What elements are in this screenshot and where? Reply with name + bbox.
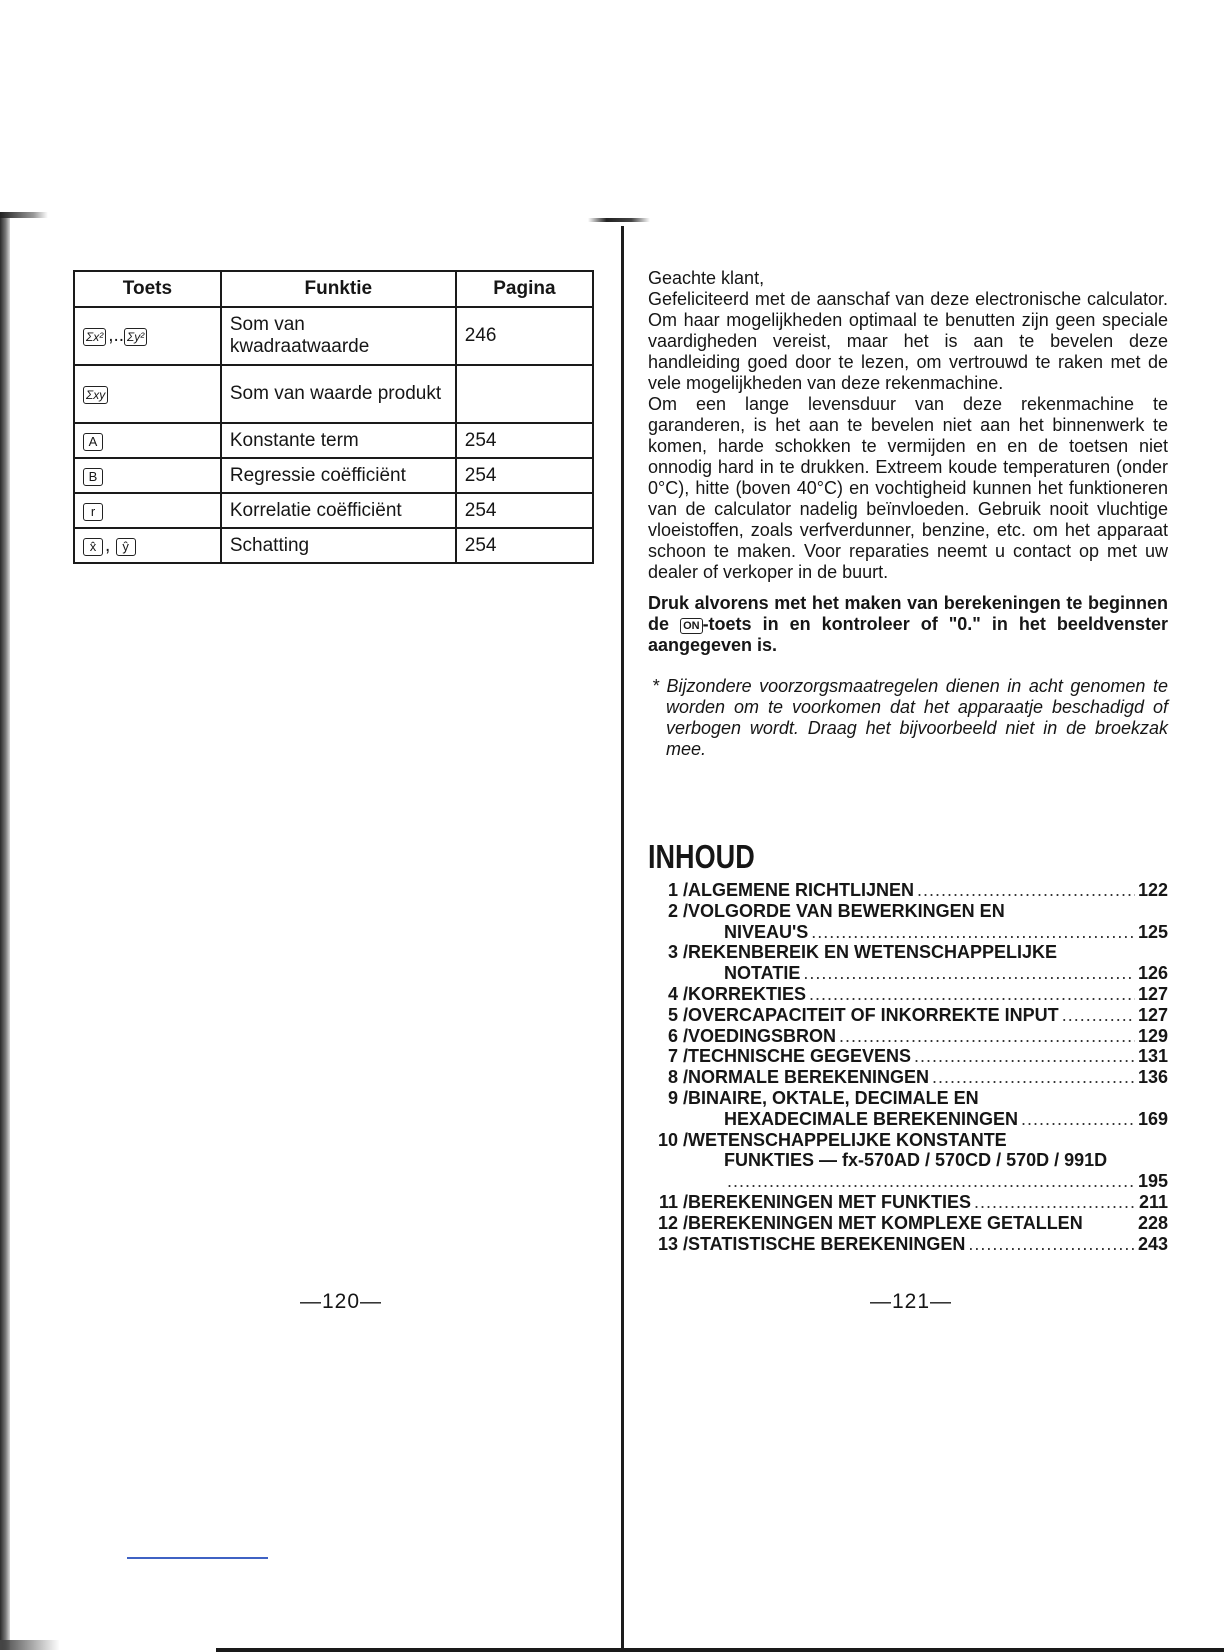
table-row — [74, 493, 593, 528]
sum-x-squared-key: Σx² — [83, 328, 106, 346]
toc-title: NORMALE BEREKENINGEN — [688, 1067, 930, 1088]
care-paragraph: Om een lange levensduur van deze rekenmachine te garanderen, is het aan te bevelen niet aan het binnenwerk te komen, harde schokken te vermijden en en de toetsen niet onnodig hard in te drukken. Extreem koude temperaturen (onder 0°C), hitte (boven 40°C) en vochtigheid kunnen het funktioneren van de calculator nadelig beïnvloeden. Gebruik nooit vluchtige vloeistoffen, zoals verfverdunner, benzine, etc. om het apparaat schoon te maken. Voor reparaties neemt u contact op met uw dealer of verkoper in de buurt. — [648, 394, 1168, 582]
toc-title: BINAIRE, OKTALE, DECIMALE EN — [688, 1087, 979, 1108]
toc-entry — [648, 1088, 1168, 1109]
toc-leader — [1062, 1005, 1135, 1026]
toc-title: REKENBEREIK EN WETENSCHAPPELIJKE — [688, 942, 1058, 963]
intro-text — [648, 268, 1168, 760]
right-page-number: —121— — [870, 1290, 953, 1313]
toc-title: NIVEAU'S — [724, 921, 809, 942]
function-cell: Konstante term — [221, 423, 456, 458]
header-keys: Toets — [74, 271, 221, 307]
toc-leader — [932, 1067, 1135, 1088]
toc-number: 5 / — [667, 1004, 688, 1025]
startup-instruction — [648, 593, 1168, 656]
sum-y-squared-key: Σy² — [124, 328, 147, 346]
toc-title: NOTATIE — [724, 963, 801, 984]
toc-number: 1 / — [667, 880, 688, 900]
key-cell — [74, 307, 221, 365]
toc-entry — [648, 1130, 1168, 1151]
x-hat-key: x̂ — [83, 538, 103, 556]
toc-entry-continuation — [648, 1150, 1168, 1171]
toc-entry — [648, 984, 1168, 1005]
toc-entry — [648, 1026, 1168, 1047]
toc-page: 195 — [1137, 1171, 1168, 1192]
toc-title: ALGEMENE RICHTLIJNEN — [688, 880, 915, 900]
toc-title: FUNKTIES — fx-570AD / 570CD / 570D / 991D — [724, 1150, 1108, 1171]
page-cell: 254 — [456, 528, 593, 563]
toc-entry-continuation — [648, 963, 1168, 984]
toc-entry — [648, 901, 1168, 922]
on-key: ON — [680, 618, 703, 634]
instruction-before: Druk alvorens met het maken van berekeningen te beginnen de — [648, 593, 1168, 634]
toc-number: 11 / — [658, 1191, 688, 1212]
key-cell — [74, 458, 221, 493]
toc-title: HEXADECIMALE BEREKENINGEN — [724, 1108, 1019, 1129]
toc-page: 127 — [1137, 983, 1168, 1004]
toc-number: 2 / — [667, 900, 688, 921]
key-function-table — [73, 270, 594, 564]
toc-page: 131 — [1137, 1046, 1168, 1067]
toc-title: BEREKENINGEN MET FUNKTIES — [688, 1191, 972, 1212]
toc-page: 126 — [1137, 963, 1168, 984]
page-cell — [456, 365, 593, 423]
table-row — [74, 458, 593, 493]
y-hat-key: ŷ — [116, 538, 136, 556]
key-cell — [74, 423, 221, 458]
toc-number: 9 / — [667, 1087, 688, 1108]
toc-entry — [648, 1234, 1168, 1255]
key-cell — [74, 493, 221, 528]
toc-leader — [727, 1171, 1135, 1192]
toc-page: 125 — [1137, 921, 1168, 942]
toc-entry — [648, 1005, 1168, 1026]
toc-title: VOLGORDE VAN BEWERKINGEN EN — [688, 900, 1005, 921]
r-key: r — [83, 503, 103, 521]
table-row — [74, 423, 593, 458]
toc-leader — [809, 984, 1135, 1005]
toc-leader — [917, 880, 1135, 901]
bottom-rule-left — [0, 1640, 60, 1650]
intro-paragraph: Gefeliciteerd met de aanschaf van deze electronische calculator. Om haar mogelijkheden optimaal te benutten zijn geen speciale vaardigheden vereist, maar het is aan te bevelen deze handleiding goed door te lezen, om vertrouwd te raken met de vele mogelijkheden van deze rekenmachine. — [648, 289, 1168, 393]
left-page-number: —120— — [300, 1290, 383, 1313]
page-cell: 254 — [456, 493, 593, 528]
toc-entry — [648, 1046, 1168, 1067]
toc-number: 3 / — [667, 942, 688, 963]
sum-xy-key: Σxy — [83, 386, 108, 404]
toc-title: STATISTISCHE BEREKENINGEN — [688, 1233, 966, 1254]
toc-page: 129 — [1137, 1025, 1168, 1046]
toc-leader — [803, 963, 1135, 984]
toc-page: 243 — [1137, 1233, 1168, 1254]
toc-number: 10 / — [657, 1129, 688, 1150]
toc-page: 169 — [1137, 1108, 1168, 1129]
toc-title: OVERCAPACITEIT OF INKORREKTE INPUT — [688, 1004, 1059, 1025]
toc-entry — [648, 1192, 1168, 1213]
key-cell — [74, 365, 221, 423]
a-key: A — [83, 433, 103, 451]
blue-scan-line — [127, 1557, 268, 1559]
toc-title: WETENSCHAPPELIJKE KONSTANTE — [688, 1129, 1007, 1150]
toc-entry-continuation — [648, 1109, 1168, 1130]
toc-number: 4 / — [667, 983, 688, 1004]
function-cell: Som van waarde produkt — [221, 365, 456, 423]
b-key: B — [83, 468, 103, 486]
key-cell — [74, 528, 221, 563]
table-header-row — [74, 271, 593, 307]
gutter-cap — [588, 218, 650, 222]
toc-page: 228 — [1137, 1212, 1168, 1233]
greeting: Geachte klant, — [648, 268, 765, 288]
table-row — [74, 307, 593, 365]
toc-page: 211 — [1138, 1191, 1168, 1212]
toc-entry-continuation — [648, 922, 1168, 943]
scan-edge-left — [0, 215, 10, 1650]
toc-number: 7 / — [667, 1046, 688, 1067]
toc-page: 127 — [1137, 1004, 1168, 1025]
contents-heading: INHOUD — [648, 838, 755, 875]
toc-entry — [648, 1067, 1168, 1088]
function-cell: Korrelatie coëfficiënt — [221, 493, 456, 528]
table-of-contents — [648, 880, 1168, 1254]
toc-leader — [914, 1046, 1135, 1067]
toc-leader — [839, 1026, 1135, 1047]
instruction-after: -toets in en kontroleer of "0." in het beeldvenster aangegeven is. — [648, 614, 1168, 655]
caution-note: * Bijzondere voorzorgsmaatregelen dienen in acht genomen te worden om te voorkomen dat het apparaatje beschadigd of verbogen wordt. Draag het bijvoorbeeld niet in de broekzak mee. — [652, 676, 1168, 759]
toc-entry — [648, 1213, 1168, 1234]
header-function: Funktie — [221, 271, 456, 307]
toc-page: 136 — [1137, 1067, 1168, 1088]
key-separator: , — [105, 534, 111, 556]
table-row — [74, 365, 593, 423]
bottom-rule — [216, 1648, 1224, 1652]
function-cell: Regressie coëfficiënt — [221, 458, 456, 493]
toc-leader — [974, 1192, 1136, 1213]
toc-entry — [648, 942, 1168, 963]
toc-number: 13 / — [657, 1233, 688, 1254]
page-cell: 246 — [456, 307, 593, 365]
toc-leader — [968, 1234, 1135, 1255]
page-cell: 254 — [456, 423, 593, 458]
toc-leader — [1021, 1109, 1135, 1130]
toc-number: 8 / — [667, 1067, 688, 1088]
toc-title: TECHNISCHE GEGEVENS — [688, 1046, 912, 1067]
toc-entry — [648, 880, 1168, 901]
function-cell: Som van kwadraatwaarde — [221, 307, 456, 365]
toc-page: 122 — [1137, 880, 1168, 900]
header-page: Pagina — [456, 271, 593, 307]
toc-leader — [811, 922, 1135, 943]
function-cell: Schatting — [221, 528, 456, 563]
toc-title: VOEDINGSBRON — [688, 1025, 837, 1046]
key-separator: ,.. — [108, 325, 125, 346]
page-cell: 254 — [456, 458, 593, 493]
toc-number: 12 / — [657, 1212, 688, 1233]
page-gutter — [621, 226, 624, 1651]
table-row — [74, 528, 593, 563]
toc-number: 6 / — [667, 1025, 688, 1046]
scan-edge-cap — [0, 212, 48, 218]
toc-title: KORREKTIES — [688, 983, 807, 1004]
toc-title: BEREKENINGEN MET KOMPLEXE GETALLEN — [688, 1212, 1083, 1233]
toc-entry-continuation — [648, 1171, 1168, 1192]
